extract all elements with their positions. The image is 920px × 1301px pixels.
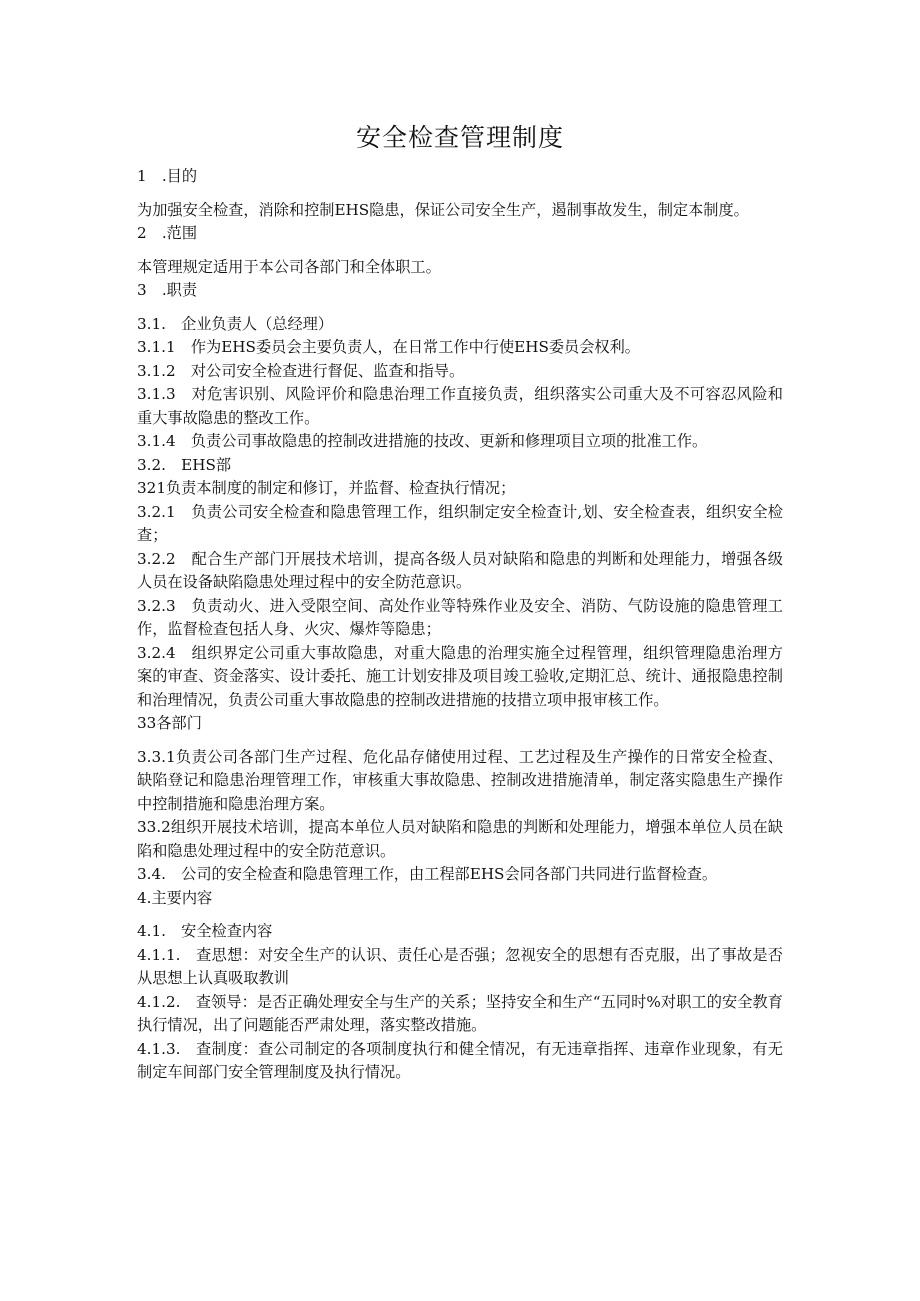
paragraph-3-2-1: 3.2.1 负责公司安全检查和隐患管理工作，组织制定安全检查计,划、安全检查表，组织安全检查；	[137, 502, 783, 544]
paragraph-3-2-3: 3.2.3 负责动火、进入受限空间、高处作业等特殊作业及安全、消防、气防设施的隐患管理工作，监督检查包括人身、火灾、爆炸等隐患；	[137, 596, 783, 638]
paragraph-3-3-2: 33.2组织开展技术培训，提高本单位人员对缺陷和隐患的判断和处理能力，增强本单位人员在缺陷和隐患处理过程中的安全防范意识。	[137, 818, 783, 860]
paragraph-4-1-2: 4.1.2. 查领导：是否正确处理安全与生产的关系；坚持安全和生产“五同时%对职工的安全教育执行情况，出了问题能否严肃处理，落实整改措施。	[137, 992, 783, 1034]
paragraph-3-2-4: 3.2.4 组织界定公司重大事故隐患，对重大隐患的治理实施全过程管理，组织管理隐患治理方案的审查、资金落实、设计委托、施工计划安排及项目竣工验收,定期汇总、统计、通报隐患控制和治理情况，负责公司重大事故隐患的控制改进措施的技措立项申报审核工作。	[137, 643, 783, 709]
subheading-3-1: 3.1. 企业负责人（总经理）	[137, 314, 334, 333]
paragraph-3-4: 3.4. 公司的安全检查和隐患管理工作，由工程部EHS会同各部门共同进行监督检查。	[137, 865, 718, 883]
paragraph-3-1-2: 3.1.2 对公司安全检查进行督促、监查和指导。	[137, 361, 465, 380]
document-title: 安全检查管理制度	[355, 123, 564, 152]
paragraph-3-1-3: 3.1.3 对危害识别、风险评价和隐患治理工作直接负责，组织落实公司重大及不可容忍风险和重大事故隐患的整改工作。	[137, 385, 783, 427]
section-heading-duties: 3 .职责	[137, 281, 198, 299]
paragraph-3-2-2: 3.2.2 配合生产部门开展技术培训，提高各级人员对缺陷和隐患的判断和处理能力，增强各级人员在设备缺陷隐患处理过程中的安全防范意识。	[137, 549, 783, 591]
section-heading-scope: 2 .范围	[137, 224, 198, 242]
paragraph-3-1-1: 3.1.1 作为EHS委员会主要负责人，在日常工作中行使EHS委员会权利。	[137, 338, 640, 356]
paragraph-scope: 本管理规定适用于本公司各部门和全体职工。	[137, 257, 441, 276]
paragraph-3-1-4: 3.1.4 负责公司事故隐患的控制改进措施的技改、更新和修理项目立项的批准工作。	[137, 432, 708, 450]
subheading-3-3: 33各部门	[137, 714, 202, 732]
subheading-4-1: 4.1. 安全检查内容	[137, 922, 273, 940]
paragraph-4-1-1: 4.1.1. 查思想：对安全生产的认识、责任心是否强；忽视安全的思想有否克服，出了事故是否从思想上认真吸取教训	[137, 945, 783, 987]
paragraph-4-1-3: 4.1.3. 查制度：查公司制定的各项制度执行和健全情况，有无违章指挥、违章作业现象，有无制定车间部门安全管理制度及执行情况。	[137, 1039, 783, 1081]
subheading-3-2: 3.2. EHS部	[137, 455, 232, 474]
section-heading-purpose: 1 .目的	[137, 167, 198, 185]
paragraph-purpose: 为加强安全检查，消除和控制EHS隐患，保证公司安全生产，遏制事故发生，制定本制度。	[137, 200, 749, 219]
paragraph-321: 321负责本制度的制定和修订，并监督、检查执行情况；	[137, 479, 516, 497]
document-body	[137, 165, 783, 1085]
paragraph-3-3-1: 3.3.1负责公司各部门生产过程、危化品存储使用过程、工艺过程及生产操作的日常安全检查、缺陷登记和隐患治理管理工作，审核重大事故隐患、控制改进措施清单，制定落实隐患生产操作中控制措施和隐患治理方案。	[137, 747, 783, 813]
section-heading-main-content: 4.主要内容	[137, 888, 213, 907]
